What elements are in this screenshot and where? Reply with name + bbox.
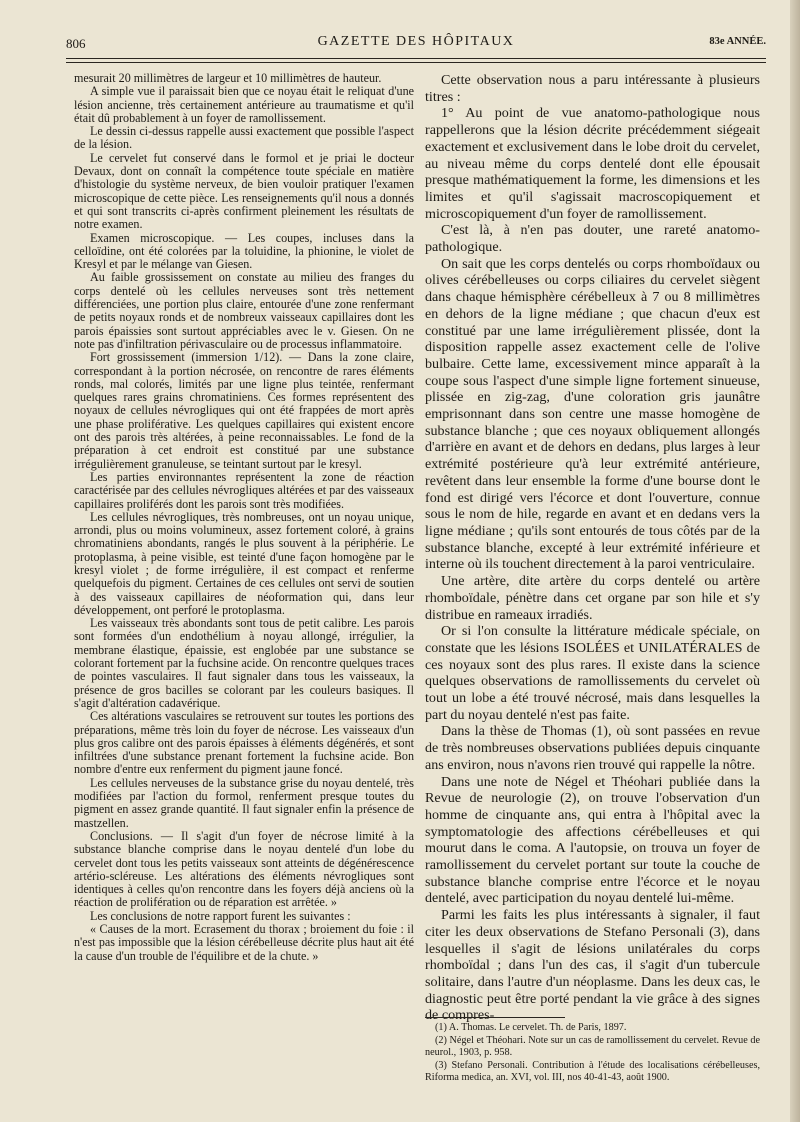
header-rule-thin: [66, 62, 766, 63]
footnote-rule: [425, 1017, 565, 1018]
paragraph: Dans la thèse de Thomas (1), où sont passées en revue de très nombreuses observations publiées depuis cinquante ans environ, nous n'avons rien trouvé qui rappelle la nôtre.: [425, 723, 760, 773]
footnotes: [425, 1022, 760, 1085]
paragraph: Les cellules névrogliques, très nombreuses, ont un noyau unique, arrondi, plus ou moins volumineux, assez fortement coloré, à grains chromatiniens abondants, rangés le plus souvent à la périphérie. Le protoplasma, à peine visible, est teinté d'une façon homogène par le kresyl violet ; de forme irrégulière, il est compact et renferme quelquefois du pigment. Certaines de ces cellules ont servi de soutien à des vaisseaux capillaires de néoformation qui, dans leur développement, ont perforé le protoplasma.: [74, 509, 414, 617]
footnote: (3) Stefano Personali. Contribution à l'étude des localisations cérébelleuses, Riforma medica, an. XVI, vol. III, nos 40-41-43, août 1900.: [425, 1059, 760, 1084]
paragraph: Les conclusions de notre rapport furent les suivantes :: [90, 908, 351, 923]
paragraph: Les cellules nerveuses de la substance grise du noyau dentelé, très modifiées par l'action du formol, renferment presque toutes du pigment en assez grande quantité. Il faut signaler enfin la présence de mastzellen.: [74, 775, 414, 830]
paragraph: Fort grossissement (immersion 1/12). — Dans la zone claire, correspondant à la portion nécrosée, on rencontre de rares éléments ronds, mal colorés, limités par une ligne plus teintée, renfermant quelques rares grains chromatiniens. Ces formes représentent des noyaux de cellules névrogliques qui ont été frappées de mort après une phase proliférative. Les quelques capillaires qui existent encore ont des parois très altérées, à peine reconnaissables. Le fond de la préparation à cet endroit est constitué par une substance irrégulièrement granuleuse, se teintant surtout par le kresyl.: [74, 350, 414, 471]
paragraph: Les parties environnantes représentent la zone de réaction caractérisée par des cellules névrogliques altérées et par des vaisseaux capillaires proliférés dont les parois sont très modifiées.: [74, 469, 414, 511]
page-header: [66, 34, 766, 54]
paragraph: Le cervelet fut conservé dans le formol et je priai le docteur Devaux, dont on connaît la compétence toute spéciale en matière d'histologie du système nerveux, de bien vouloir pratiquer l'examen microscopique de cette pièce. Les renseignements qu'il nous a donnés et qui sont transcrits ci-après confirment pleinement les résultats de notre examen.: [74, 150, 414, 232]
paragraph: Parmi les faits les plus intéressants à signaler, il faut citer les deux observations de Stefano Personali (3), dans lesquelles il s'agit de lésions unilatérales du corps rhomboïdal ; dans l'un des cas, il s'agit d'un tubercule solitaire, dans l'autre d'un néoplasme. Dans les deux cas, le diagnostic peut être porté pendant la vie grâce à des signes de compres-: [425, 907, 760, 1024]
paragraph: C'est là, à n'en pas douter, une rareté anatomo-pathologique.: [425, 222, 760, 256]
paragraph: Une artère, dite artère du corps dentelé ou artère rhomboïdale, pénètre dans cet organe par son hile et s'y distribue en rameaux irradiés.: [425, 573, 760, 623]
paragraph: Examen microscopique. — Les coupes, incluses dans la celloïdine, ont été colorées par la toluidine, la phionine, le violet de Kresyl et par le mélange van Giesen.: [74, 230, 414, 272]
paragraph: On sait que les corps dentelés ou corps rhomboïdaux ou olives cérébelleuses ou corps ciliaires du cervelet siègent dans chaque hémisphère cérébelleux à 7 ou 8 millimètres en dehors de la ligne médiane ; que chacun d'eux est constitué par une lame irrégulièrement plissée, dont la disposition rappelle assez exactement celle de l'olive bulbaire. Cette lame, excessivement mince apparaît à la coupe sous l'aspect d'une simple ligne fortement sinueuse, plissée en zig-zag, d'une coloration gris jaunâtre emprisonnant dans son centre une masse homogène de substance blanche ; que ces noyaux obliquement allongés d'arrière en avant et de dehors en dedans, plus larges à leur extrémité postérieure qu'à leur extrémité antérieure, revêtent dans leur ensemble la forme d'une bourse dont le fond est dirigé vers l'écorce et dont l'ouverture, connue sous le nom de hile, regarde en avant et en dedans vers la ligne médiane ; qu'ils sont entourés de tous côtés par de la substance blanche, excepté à leur extrémité inférieure et interne où ils touchent directement à la paroi ventriculaire.: [425, 255, 760, 573]
paragraph: mesurait 20 millimètres de largeur et 10 millimètres de hauteur.: [74, 71, 382, 85]
journal-title: GAZETTE DES HÔPITAUX: [317, 34, 515, 49]
page-edge-shadow: [790, 0, 800, 1122]
header-rule: [66, 58, 766, 59]
footnote: (1) A. Thomas. Le cervelet. Th. de Paris, 1897.: [435, 1022, 627, 1033]
paragraph: Au faible grossissement on constate au milieu des franges du corps dentelé où les cellules nerveuses sont très nettement différenciées, une portion plus claire, entourée d'une zone renfermant de petits noyaux ronds et de nombreux vaisseaux capillaires dont les parois épaissies sont surtout appréciables avec le v. Giesen. On ne note pas d'infiltration périvasculaire ou de processus inflammatoire.: [74, 270, 414, 351]
paragraph: 1° Au point de vue anatomo-pathologique nous rappellerons que la lésion décrite précédemment siégeait exactement et exclusivement dans le lobe droit du cervelet, au niveau même du corps dentelé dont elle épousait presque mathématiquement la forme, les dimensions et les limites et qu'il s'agissait macroscopiquement et microscopiquement d'un foyer de ramollissement.: [425, 105, 760, 222]
right-column: [425, 72, 760, 1024]
paragraph: Les vaisseaux très abondants sont tous de petit calibre. Les parois sont formées d'un endothélium à noyau allongé, irrégulier, la membrane élastique, épaissie, est englobée par une substance se colorant fortement par la fuchsine acide. On rencontre quelques traces de pointes vasculaires. Il faut signaler dans tous les vaisseaux, la présence de gros bacilles se colorant par les couleurs basiques. Il s'agit d'altération cadavérique.: [74, 616, 414, 710]
paragraph: « Causes de la mort. Ecrasement du thorax ; broiement du foie : il n'est pas impossible que la lésion cérébelleuse décrite plus haut ait été la cause d'un trouble de l'équilibre et de la chute. »: [74, 922, 414, 963]
page-number: 806: [66, 36, 86, 51]
paragraph: Ces altérations vasculaires se retrouvent sur toutes les portions des préparations, même très loin du foyer de nécrose. Les vaisseaux d'un plus gros calibre ont des parois épaisses à éléments dégénérés, et sont infiltrées d'une substance prenant fortement la fuchsine acide. Bon nombre d'entre eux renferment du pigment jaune foncé.: [74, 709, 414, 777]
paragraph: Or si l'on consulte la littérature médicale spéciale, on constate que les lésions ISOLÉES et UNILATÉRALES de ces noyaux sont des plus rares. Il existe dans la science quelques observations de ramollissements du cervelet où tout un lobe a été trouvé nécrosé, mais dans lesquelles la part du noyau dentelé n'est pas faite.: [425, 623, 760, 723]
volume-year: 83e ANNÉE.: [709, 36, 766, 47]
paragraph: Conclusions. — Il s'agit d'un foyer de nécrose limité à la substance blanche comprise dans le noyau dentelé d'un lobe du cervelet dont tous les petits vaisseaux sont atteints de dégénérescence artério-scléreuse. Les altérations des éléments névrogliques sont identiques à celles qu'on rencontre dans les foyers déjà anciens où la réaction de prolifération ou de réparation est arrêtée. »: [74, 828, 414, 910]
paragraph: Cette observation nous a paru intéressante à plusieurs titres :: [425, 72, 760, 105]
paragraph: Le dessin ci-dessus rappelle aussi exactement que possible l'aspect de la lésion.: [74, 124, 414, 152]
left-column: [74, 72, 414, 1092]
paragraph: A simple vue il paraissait bien que ce noyau était le reliquat d'une lésion ancienne, très certainement antérieure au traumatisme et qu'il était dû probablement à un foyer de ramollissement.: [74, 84, 414, 125]
footnote: (2) Négel et Théohari. Note sur un cas de ramollissement du cervelet. Revue de neurol., 1903, p. 958.: [425, 1034, 760, 1059]
paragraph: Dans une note de Négel et Théohari publiée dans la Revue de neurologie (2), on trouve l'observation d'un homme de cinquante ans, qui entra à l'hôpital avec la symptomatologie des affections cérébelleuses et qui mourut dans le coma. A l'autopsie, on trouva un foyer de ramollissement du cervelet portant sur toute la couche de substance blanche comprise entre l'écorce et le noyau dentelé, avec participation du noyau dentelé lui-même.: [425, 773, 760, 907]
